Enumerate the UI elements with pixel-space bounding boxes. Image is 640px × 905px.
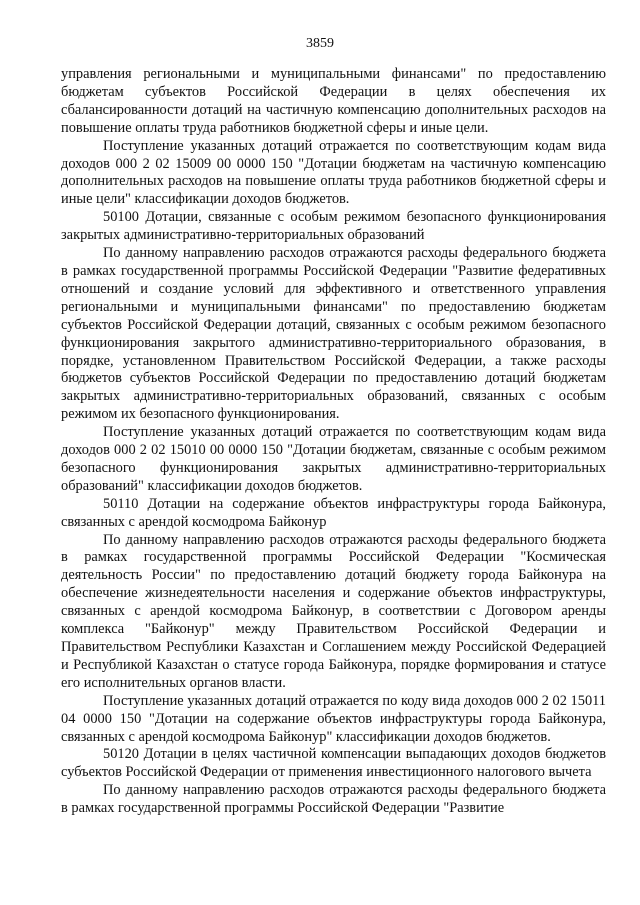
paragraph: Поступление указанных дотаций отражается по соответствующим кодам вида доходов 000 2 02 15009 00 0000 150 "Дотации бюджетам на частичную компенсацию дополнительных расходов на повышение оплаты труда работников бюджетной сферы и иные цели" классификации доходов бюджетов. — [61, 137, 606, 208]
paragraph: Поступление указанных дотаций отражается по коду вида доходов 000 2 02 15011 04 0000 150 "Дотации на содержание объектов инфраструктуры города Байконура, связанных с арендой космодрома Байконур" классификации доходов бюджетов. — [61, 692, 606, 745]
page-number: 3859 — [306, 36, 334, 51]
section-heading-50120: 50120 Дотации в целях частичной компенсации выпадающих доходов бюджетов субъектов Российской Федерации от применения инвестиционного налогового вычета — [61, 746, 606, 781]
section-heading-50100: 50100 Дотации, связанные с особым режимом безопасного функционирования закрытых административно-территориальных образований — [61, 209, 606, 244]
paragraph-continuation: управления региональными и муниципальными финансами" по предоставлению бюджетам субъектов Российской Федерации в целях обеспечения их сбалансированности дотаций на частичную компенсацию дополнительных расходов на повышение оплаты труда работников бюджетной сферы и иные цели. — [61, 66, 606, 136]
paragraph: Поступление указанных дотаций отражается по соответствующим кодам вида доходов 000 2 02 15010 00 0000 150 "Дотации бюджетам, связанные с особым режимом безопасного функционирования закрытых административно-территориальных образований" классификации доходов бюджетов. — [61, 424, 606, 494]
paragraph: По данному направлению расходов отражаются расходы федерального бюджета в рамках государственной программы Российской Федерации "Развитие — [61, 782, 606, 817]
paragraph: По данному направлению расходов отражаются расходы федерального бюджета в рамках государственной программы Российской Федерации "Космическая деятельность России" по предоставлению дотаций бюджету города Байконура на обеспечение жизнедеятельности населения и содержание объектов инфраструктуры, связанных с арендой космодрома Байконур, в соответствии с Договором аренды комплекса "Байконур" между Правительством Российской Федерации и Правительством Республики Казахстан и Соглашением между Российской Федерацией и Республикой Казахстан о статусе города Байконура, порядке формирования и статусе его исполнительных органов власти. — [61, 531, 606, 691]
section-heading-50110: 50110 Дотации на содержание объектов инфраструктуры города Байконура, связанных с арендой космодрома Байконур — [61, 495, 606, 530]
paragraph: По данному направлению расходов отражаются расходы федерального бюджета в рамках государственной программы Российской Федерации "Развитие федеративных отношений и создание условий для эффективного и ответственного управления региональными и муниципальными финансами" по предоставлению бюджетам субъектов Российской Федерации дотаций, связанных с особым режимом безопасного функционирования закрытого административно-территориального образования, в порядке, установленном Правительством Российской Федерации, а также расходы бюджетов субъектов Российской Федерации по предоставлению дотаций бюджетам закрытых административно-территориальных образований, связанных с особым режимом их безопасного функционирования. — [61, 245, 606, 423]
document-body — [61, 66, 606, 818]
